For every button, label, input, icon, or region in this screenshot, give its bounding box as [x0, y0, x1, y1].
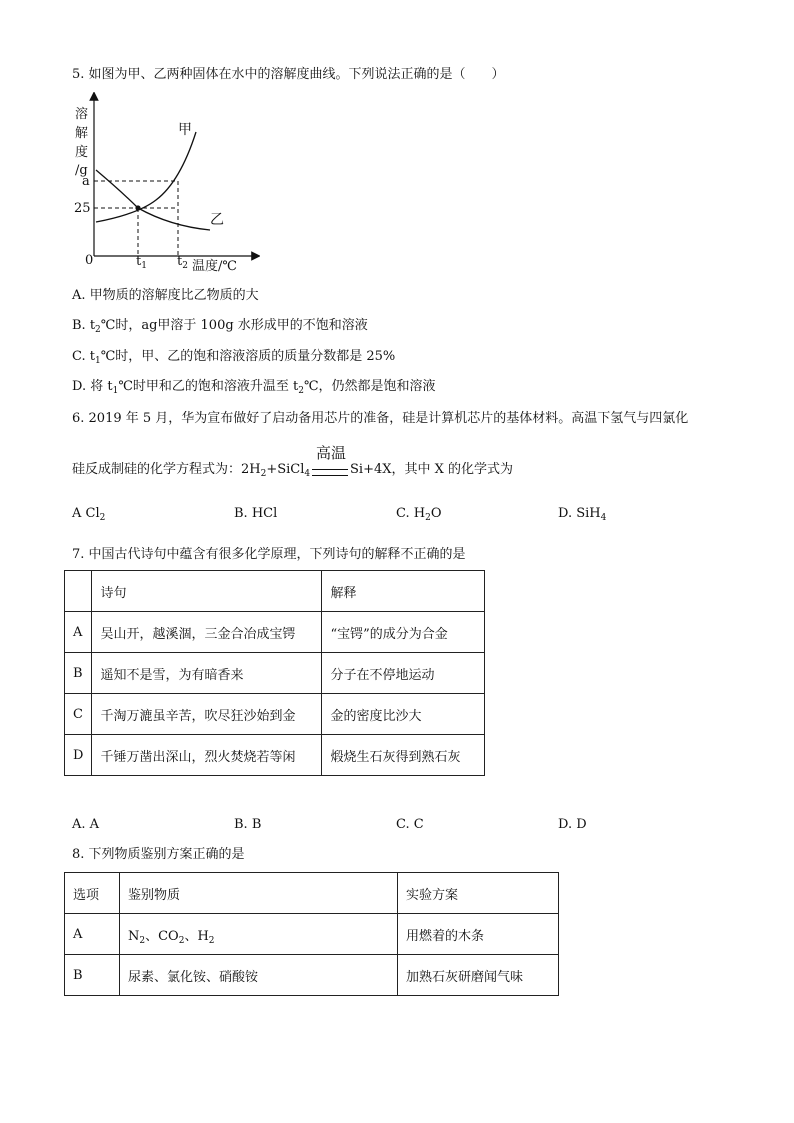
q5-stem [72, 66, 505, 84]
q7-option-b: B. B [234, 817, 262, 832]
q7-row-b-poem: 遥知不是雪，为有暗香来 [92, 653, 322, 694]
y-tick-a: a [82, 174, 90, 189]
table-row [65, 612, 485, 653]
q7-row-c-poem: 千淘万漉虽辛苦，吹尽狂沙始到金 [92, 694, 322, 735]
table-row [65, 914, 559, 955]
q8-row-a-method: 用燃着的木条 [398, 914, 559, 955]
q8-row-b-substances: 尿素、氯化铵、硝酸铵 [120, 955, 398, 996]
q7-row-d-explain: 煅烧生石灰得到熟石灰 [322, 735, 485, 776]
intersection-point [135, 205, 140, 210]
q7-header-poem: 诗句 [92, 571, 322, 612]
curve-label-jia: 甲 [178, 122, 192, 138]
q6-line1: 6. 2019 年 5 月，华为宣布做好了启动备用芯片的准备，硅是计算机芯片的基体材料。高温下氢气与四氯化 [72, 411, 689, 426]
q8-stem: 8. 下列物质鉴别方案正确的是 [72, 847, 245, 862]
solubility-chart [60, 92, 260, 277]
q7-row-c-explain: 金的密度比沙大 [322, 694, 485, 735]
table-row [65, 694, 485, 735]
q5-number: 5. [72, 67, 85, 82]
q8-header-method: 实验方案 [398, 873, 559, 914]
q5-option-c: C. $t_1℃$时，甲、乙的饱和溶液溶质的质量分数都是 25% [72, 349, 396, 366]
x-axis-label: 温度/℃ [192, 259, 237, 274]
q7-table-header [65, 571, 485, 612]
y-label-char-1: 溶 [75, 107, 89, 122]
y-tick-25: 25 [74, 201, 91, 216]
q8-header-option: 选项 [65, 873, 120, 914]
q7-header-blank [65, 571, 92, 612]
q7-option-d: D. D [558, 817, 587, 832]
table-row [65, 653, 485, 694]
q6-condition: 高温 [316, 444, 347, 462]
q8-row-b-method: 加熟石灰研磨闻气味 [398, 955, 559, 996]
y-label-char-3: 度 [75, 145, 89, 160]
q5-option-a: A. 甲物质的溶解度比乙物质的大 [72, 288, 259, 303]
q6-option-c: C. $H_2O$ [396, 506, 442, 523]
q7-row-d-poem: 千锤万凿出深山，烈火焚烧若等闲 [92, 735, 322, 776]
table-row [65, 955, 559, 996]
q6-equal-sign [312, 469, 348, 476]
q8-row-a-substances: $N_2$、$CO_2$、$H_2$ [120, 914, 398, 955]
q7-row-a-explain: “宝锷”的成分为合金 [322, 612, 485, 653]
q7-header-explain: 解释 [322, 571, 485, 612]
q8-header-substances: 鉴别物质 [120, 873, 398, 914]
q6-line2-pre: 硅反成制硅的化学方程式为：$2H_2+SiCl_4$ [72, 462, 311, 479]
q7-row-b-explain: 分子在不停地运动 [322, 653, 485, 694]
q7-row-a-label: A [65, 612, 92, 653]
q7-stem: 7. 中国古代诗句中蕴含有很多化学原理，下列诗句的解释不正确的是 [72, 547, 466, 562]
y-label-char-2: 解 [75, 126, 89, 141]
y-label-char-4: /g [75, 163, 88, 178]
q5-stem-text: 如图为甲、乙两种固体在水中的溶解度曲线。下列说法正确的是（ ） [88, 67, 505, 82]
q8-row-b-label: B [65, 955, 120, 996]
q8-table-header [65, 873, 559, 914]
q7-row-d-label: D [65, 735, 92, 776]
q6-eq-post: Si+4X，其中 X 的化学式为 [350, 462, 514, 477]
q7-option-a: A. A [72, 817, 100, 832]
x-tick-t1: $t_1$ [136, 254, 147, 271]
q8-row-a-label: A [65, 914, 120, 955]
curve-label-yi: 乙 [210, 212, 224, 228]
q5-option-b: B. $t_2℃$时，ag甲溶于 100g 水形成甲的不饱和溶液 [72, 318, 368, 335]
q5-option-d: D. 将 $t_1℃$时甲和乙的饱和溶液升温至 $t_2℃$，仍然都是饱和溶液 [72, 379, 436, 396]
q6-option-a: A $Cl_2$ [72, 506, 106, 523]
table-row [65, 735, 485, 776]
q7-row-b-label: B [65, 653, 92, 694]
curve-yi [96, 170, 210, 230]
q6-option-b: B. HCl [234, 506, 278, 521]
q7-table [64, 570, 485, 776]
q7-row-c-label: C [65, 694, 92, 735]
x-tick-t2: $t_2$ [177, 254, 188, 271]
q6-option-d: D. SiH$_4$ [558, 506, 607, 523]
q7-option-c: C. C [396, 817, 424, 832]
origin-label: 0 [85, 253, 94, 268]
q7-row-a-poem: 吴山开，越溪涸，三金合冶成宝锷 [92, 612, 322, 653]
q8-table [64, 872, 559, 996]
